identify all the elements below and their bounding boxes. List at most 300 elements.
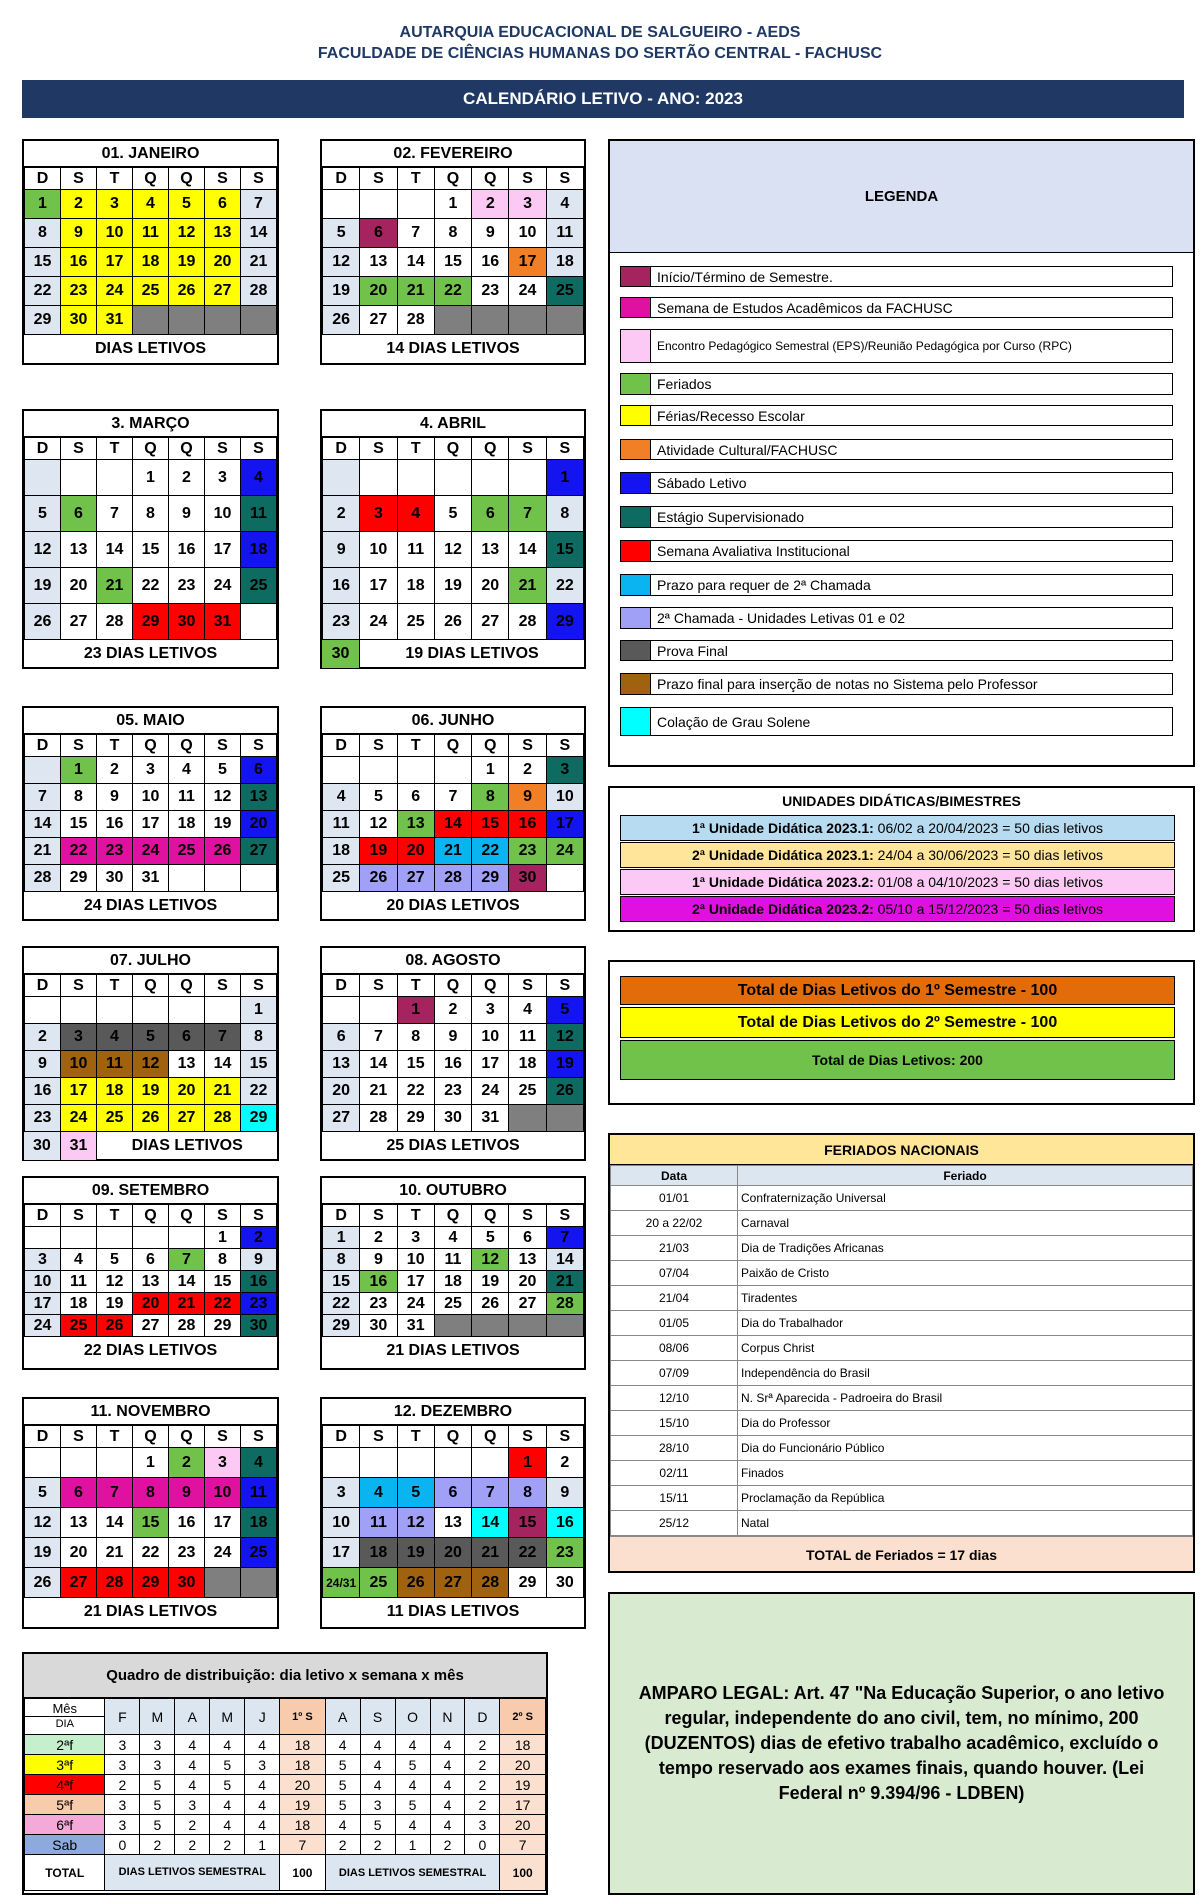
day-cell: 28 — [434, 865, 471, 892]
distribution-cell: 19 — [500, 1775, 546, 1795]
unit-label: 2ª Unidade Didática 2023.1: — [691, 847, 874, 863]
holiday-date: 21/04 — [611, 1286, 738, 1311]
weekday-header: Q — [133, 1205, 169, 1227]
day-cell: 27 — [61, 604, 97, 640]
distribution-cell: 4 — [175, 1755, 210, 1775]
weekday-header: S — [61, 975, 97, 997]
day-cell: 2 — [546, 1448, 583, 1478]
day-cell — [25, 757, 61, 784]
distribution-col-header: N — [430, 1699, 465, 1735]
day-cell: 1 — [434, 190, 471, 219]
day-cell: 27 — [509, 1293, 546, 1315]
day-cell: 28 — [25, 865, 61, 892]
distribution-cell: 1 — [245, 1835, 280, 1855]
day-cell: 30 — [241, 1315, 277, 1337]
month-footer: DIAS LETIVOS — [94, 340, 207, 357]
legend-panel — [608, 139, 1195, 767]
day-cell: 22 — [434, 277, 471, 306]
holiday-row — [611, 1361, 1193, 1386]
day-cell: 20 — [360, 277, 397, 306]
holidays-total: TOTAL de Feriados = 17 dias — [610, 1536, 1193, 1573]
day-cell: 30 — [97, 865, 133, 892]
day-cell: 9 — [472, 219, 509, 248]
day-cell: 22 — [472, 838, 509, 865]
distribution-cell: 5 — [210, 1775, 245, 1795]
holiday-row — [611, 1186, 1193, 1211]
distribution-cell: 18 — [280, 1815, 326, 1835]
holiday-row — [611, 1236, 1193, 1261]
month-title: 05. MAIO — [24, 708, 277, 734]
day-cell: 26 — [472, 1293, 509, 1315]
day-cell: 23 — [509, 838, 546, 865]
day-cell: 29 — [205, 1315, 241, 1337]
day-cell: 20 — [61, 1538, 97, 1568]
month-2 — [320, 139, 586, 365]
day-cell: 31 — [397, 1315, 434, 1337]
weekday-header: S — [205, 975, 241, 997]
distribution-cell: 20 — [500, 1755, 546, 1775]
unit-row — [620, 842, 1175, 868]
weekday-header: Q — [434, 1205, 471, 1227]
day-cell: 15 — [241, 1051, 277, 1078]
weekday-header: Q — [434, 735, 471, 757]
day-cell: 28 — [546, 1293, 583, 1315]
day-cell: 1 — [472, 757, 509, 784]
day-cell: 12 — [97, 1271, 133, 1293]
day-cell: 11 — [509, 1024, 546, 1051]
weekday-header: Q — [133, 168, 169, 190]
day-cell: 27 — [241, 838, 277, 865]
day-cell: 3 — [509, 190, 546, 219]
weekday-header: D — [25, 1426, 61, 1448]
holiday-name: Finados — [738, 1461, 1193, 1486]
day-cell: 11 — [61, 1271, 97, 1293]
month-footer: 23 DIAS LETIVOS — [83, 645, 218, 662]
legend-label: Estágio Supervisionado — [657, 509, 805, 525]
day-cell: 5 — [472, 1227, 509, 1249]
day-cell: 25 — [360, 1568, 397, 1598]
day-cell — [323, 997, 360, 1024]
day-cell: 23 — [241, 1293, 277, 1315]
day-cell: 14 — [397, 248, 434, 277]
day-cell — [133, 1227, 169, 1249]
day-cell — [241, 604, 277, 640]
day-cell: 16 — [472, 248, 509, 277]
distribution-col-header: F — [105, 1699, 140, 1735]
weekday-header: S — [509, 975, 546, 997]
day-cell: 6 — [472, 496, 509, 532]
day-cell — [509, 306, 546, 335]
day-cell: 28 — [205, 1105, 241, 1132]
holiday-date: 08/06 — [611, 1336, 738, 1361]
weekday-label: 3ªf — [25, 1755, 105, 1775]
day-cell: 13 — [133, 1271, 169, 1293]
day-cell: 29 — [397, 1105, 434, 1132]
day-cell: 23 — [323, 604, 360, 640]
day-cell — [25, 1227, 61, 1249]
day-cell: 22 — [133, 1538, 169, 1568]
day-cell: 21 — [241, 248, 277, 277]
day-cell: 29 — [546, 604, 583, 640]
day-cell — [61, 1227, 97, 1249]
day-cell: 18 — [241, 1508, 277, 1538]
legend-swatch — [621, 708, 651, 735]
day-cell: 9 — [61, 219, 97, 248]
month-title: 07. JULHO — [24, 948, 277, 974]
holiday-name: Paixão de Cristo — [738, 1261, 1193, 1286]
weekday-header: D — [323, 975, 360, 997]
weekday-header: S — [241, 168, 277, 190]
day-cell: 16 — [509, 811, 546, 838]
distribution-cell: 2 — [175, 1835, 210, 1855]
weekday-header: T — [397, 1426, 434, 1448]
distribution-cell: 5 — [325, 1775, 360, 1795]
holiday-name: Dia do Funcionário Público — [738, 1436, 1193, 1461]
day-cell: 8 — [205, 1249, 241, 1271]
weekday-header: S — [360, 1205, 397, 1227]
day-cell: 5 — [205, 757, 241, 784]
weekday-header: S — [205, 168, 241, 190]
faculty-name: FACULDADE DE CIÊNCIAS HUMANAS DO SERTÃO CENTRAL - FACHUSC — [317, 45, 883, 62]
day-cell: 15 — [546, 532, 583, 568]
distribution-cell: 4 — [325, 1735, 360, 1755]
legend-swatch — [621, 575, 651, 595]
month-title: 06. JUNHO — [322, 708, 584, 734]
day-cell: 6 — [61, 496, 97, 532]
weekday-header: S — [241, 438, 277, 460]
distribution-col-header: M — [140, 1699, 175, 1735]
day-cell: 21 — [360, 1078, 397, 1105]
weekday-header: S — [241, 1205, 277, 1227]
distribution-cell: 18 — [500, 1735, 546, 1755]
legend-label: Encontro Pedagógico Semestral (EPS)/Reunião Pedagógica por Curso (RPC) — [657, 339, 1072, 353]
day-cell: 1 — [205, 1227, 241, 1249]
distribution-cell: 5 — [140, 1815, 175, 1835]
distribution-cell: 5 — [140, 1775, 175, 1795]
weekday-header: T — [397, 735, 434, 757]
legal-basis-panel — [608, 1592, 1195, 1895]
legend-swatch — [621, 507, 651, 527]
day-cell: 7 — [97, 496, 133, 532]
distribution-cell: 4 — [430, 1735, 465, 1755]
weekday-header: S — [205, 438, 241, 460]
distribution-cell: 3 — [140, 1735, 175, 1755]
unit-row — [620, 869, 1175, 895]
day-cell: 8 — [25, 219, 61, 248]
day-cell: 10 — [61, 1051, 97, 1078]
distribution-row — [25, 1735, 546, 1755]
day-cell: 20 — [133, 1293, 169, 1315]
month-7 — [22, 946, 279, 1161]
day-cell: 21 — [169, 1293, 205, 1315]
day-cell: 10 — [397, 1249, 434, 1271]
weekday-header: S — [241, 975, 277, 997]
day-cell: 2 — [472, 190, 509, 219]
distribution-col-header: A — [175, 1699, 210, 1735]
day-cell: 8 — [133, 1478, 169, 1508]
day-cell: 19 — [25, 1538, 61, 1568]
day-cell: 24 — [97, 277, 133, 306]
month-title: 10. OUTUBRO — [322, 1178, 584, 1204]
weekday-header: D — [25, 735, 61, 757]
legend-label: 2ª Chamada - Unidades Letivas 01 e 02 — [657, 610, 906, 626]
holiday-row — [611, 1511, 1193, 1536]
day-cell — [323, 460, 360, 496]
day-cell: 14 — [509, 532, 546, 568]
day-cell: 14 — [205, 1051, 241, 1078]
day-cell: 26 — [133, 1105, 169, 1132]
weekday-header: Q — [169, 975, 205, 997]
day-cell: 25 — [241, 1538, 277, 1568]
day-cell: 16 — [25, 1078, 61, 1105]
day-cell: 12 — [205, 784, 241, 811]
day-cell: 8 — [241, 1024, 277, 1051]
day-cell — [205, 306, 241, 335]
legend-swatch — [621, 674, 651, 694]
distribution-cell: 2 — [465, 1755, 500, 1775]
distribution-cell: 5 — [140, 1795, 175, 1815]
legend-swatch — [621, 641, 651, 660]
institution-name: AUTARQUIA EDUCACIONAL DE SALGUEIRO - AEDS — [399, 24, 801, 41]
holiday-date: 01/05 — [611, 1311, 738, 1336]
weekday-header: S — [360, 438, 397, 460]
day-cell — [133, 997, 169, 1024]
day-cell — [241, 306, 277, 335]
day-cell: 15 — [133, 532, 169, 568]
distribution-cell: 4 — [360, 1775, 395, 1795]
distribution-cell: 3 — [105, 1795, 140, 1815]
weekday-header: S — [509, 1205, 546, 1227]
day-cell: 1 — [509, 1448, 546, 1478]
holiday-date: 15/11 — [611, 1486, 738, 1511]
weekday-header: S — [205, 1205, 241, 1227]
day-cell: 8 — [397, 1024, 434, 1051]
day-cell — [241, 1568, 277, 1598]
legend-item — [620, 540, 1173, 562]
day-cell: 18 — [509, 1051, 546, 1078]
day-cell: 17 — [133, 811, 169, 838]
weekday-header: Q — [133, 438, 169, 460]
day-cell: 10 — [25, 1271, 61, 1293]
total-sem1: Total de Dias Letivos do 1º Semestre - 100 — [620, 976, 1175, 1005]
day-cell: 8 — [472, 784, 509, 811]
weekday-header: S — [61, 168, 97, 190]
day-cell: 19 — [97, 1293, 133, 1315]
day-cell: 7 — [509, 496, 546, 532]
day-cell: 30 — [169, 604, 205, 640]
weekday-header: S — [546, 975, 583, 997]
day-cell: 2 — [434, 997, 471, 1024]
month-footer: 21 DIAS LETIVOS — [386, 1342, 520, 1359]
day-cell — [360, 757, 397, 784]
day-cell — [61, 460, 97, 496]
distribution-cell: 1 — [395, 1835, 430, 1855]
weekday-header: Q — [434, 975, 471, 997]
day-cell — [61, 1448, 97, 1478]
day-cell: 16 — [360, 1271, 397, 1293]
legend-label: Prova Final — [657, 642, 728, 659]
day-cell — [169, 997, 205, 1024]
day-cell: 24/31 — [323, 1568, 360, 1598]
weekday-header: Q — [169, 1426, 205, 1448]
day-cell: 12 — [397, 1508, 434, 1538]
weekday-header: T — [397, 438, 434, 460]
day-cell: 4 — [546, 190, 583, 219]
day-cell: 2 — [509, 757, 546, 784]
day-cell: 26 — [434, 604, 471, 640]
day-cell: 9 — [360, 1249, 397, 1271]
month-footer-row — [322, 335, 584, 363]
day-cell: 27 — [133, 1315, 169, 1337]
day-cell: 25 — [61, 1315, 97, 1337]
day-cell: 23 — [97, 838, 133, 865]
holiday-row — [611, 1386, 1193, 1411]
month-8 — [320, 946, 586, 1161]
holiday-date: 15/10 — [611, 1411, 738, 1436]
weekday-header: Q — [472, 438, 509, 460]
distribution-row — [25, 1835, 546, 1855]
day-cell: 5 — [97, 1249, 133, 1271]
day-cell: 21 — [509, 568, 546, 604]
distribution-cell: 3 — [245, 1755, 280, 1775]
holidays-panel — [608, 1133, 1195, 1573]
day-cell: 24 — [509, 277, 546, 306]
day-cell: 1 — [241, 997, 277, 1024]
day-cell: 6 — [360, 219, 397, 248]
distribution-cell: 2 — [105, 1775, 140, 1795]
day-cell: 14 — [97, 1508, 133, 1538]
holidays-col-name: Feriado — [738, 1166, 1193, 1186]
holiday-date: 21/03 — [611, 1236, 738, 1261]
weekday-header: D — [323, 1205, 360, 1227]
day-cell: 18 — [241, 532, 277, 568]
day-cell: 22 — [509, 1538, 546, 1568]
weekday-header: S — [61, 735, 97, 757]
legend-label: Semana de Estudos Acadêmicos da FACHUSC — [657, 299, 953, 316]
month-footer-row — [322, 640, 584, 668]
day-cell — [397, 757, 434, 784]
day-cell: 11 — [397, 532, 434, 568]
day-cell: 23 — [61, 277, 97, 306]
distribution-total-label: TOTAL — [25, 1855, 105, 1891]
day-cell: 4 — [360, 1478, 397, 1508]
day-cell: 22 — [61, 838, 97, 865]
legend-item — [620, 506, 1173, 528]
day-label: DIA — [25, 1716, 104, 1732]
distribution-col-header: A — [325, 1699, 360, 1735]
day-cell: 14 — [241, 219, 277, 248]
day-cell: 11 — [434, 1249, 471, 1271]
weekday-header: T — [397, 168, 434, 190]
distribution-cell: 3 — [465, 1815, 500, 1835]
month-footer: 14 DIAS LETIVOS — [386, 340, 520, 357]
day-cell: 9 — [323, 532, 360, 568]
distribution-cell: 2 — [140, 1835, 175, 1855]
day-cell: 3 — [360, 496, 397, 532]
weekday-header: T — [97, 735, 133, 757]
day-cell: 29 — [61, 865, 97, 892]
day-cell: 1 — [133, 1448, 169, 1478]
day-cell: 8 — [61, 784, 97, 811]
day-cell: 10 — [97, 219, 133, 248]
legend-label: Atividade Cultural/FACHUSC — [657, 441, 838, 458]
day-cell: 20 — [434, 1538, 471, 1568]
day-cell: 17 — [360, 568, 397, 604]
legend-item — [620, 640, 1173, 661]
day-cell: 26 — [169, 277, 205, 306]
weekday-header: S — [360, 168, 397, 190]
day-cell: 21 — [25, 838, 61, 865]
month-title: 01. JANEIRO — [24, 141, 277, 167]
day-cell — [434, 1315, 471, 1337]
day-cell: 11 — [169, 784, 205, 811]
distribution-cell: 2 — [325, 1835, 360, 1855]
day-cell: 30 — [24, 1132, 61, 1160]
day-cell: 3 — [323, 1478, 360, 1508]
day-cell: 10 — [360, 532, 397, 568]
distribution-sem1-label: DIAS LETIVOS SEMESTRAL — [105, 1855, 280, 1891]
holiday-row — [611, 1411, 1193, 1436]
weekday-header: Q — [472, 735, 509, 757]
day-cell: 24 — [472, 1078, 509, 1105]
distribution-cell: 2 — [430, 1835, 465, 1855]
day-cell: 4 — [61, 1249, 97, 1271]
day-cell: 22 — [25, 277, 61, 306]
holiday-name: Dia do Trabalhador — [738, 1311, 1193, 1336]
weekday-header: S — [360, 1426, 397, 1448]
day-cell — [509, 1315, 546, 1337]
day-cell — [509, 460, 546, 496]
unit-period: 05/10 a 15/12/2023 = 50 dias letivos — [873, 901, 1104, 917]
day-cell: 3 — [205, 1448, 241, 1478]
day-cell — [97, 1227, 133, 1249]
legend-label: Semana Avaliativa Institucional — [657, 543, 850, 559]
distribution-cell: 20 — [500, 1815, 546, 1835]
day-cell — [323, 757, 360, 784]
month-title: 08. AGOSTO — [322, 948, 584, 974]
month-12 — [320, 1397, 586, 1629]
weekday-header: D — [323, 1426, 360, 1448]
day-cell: 31 — [133, 865, 169, 892]
weekday-header: Q — [133, 735, 169, 757]
day-cell: 13 — [61, 532, 97, 568]
weekday-label: Sab — [25, 1835, 105, 1855]
month-1 — [22, 139, 279, 365]
distribution-title: Quadro de distribuição: dia letivo x semana x mês — [24, 1654, 546, 1698]
day-cell: 18 — [323, 838, 360, 865]
legend-item — [620, 439, 1173, 460]
day-cell: 30 — [169, 1568, 205, 1598]
month-label: Mês — [52, 1701, 78, 1716]
day-cell: 8 — [546, 496, 583, 532]
distribution-col-header: 1º S — [280, 1699, 326, 1735]
distribution-cell: 4 — [210, 1815, 245, 1835]
day-cell — [472, 1448, 509, 1478]
month-footer-row — [24, 892, 277, 920]
day-cell: 16 — [169, 1508, 205, 1538]
day-cell: 2 — [360, 1227, 397, 1249]
day-cell: 19 — [546, 1051, 583, 1078]
day-cell: 10 — [133, 784, 169, 811]
day-cell: 1 — [546, 460, 583, 496]
month-footer-row — [24, 1337, 277, 1365]
month-title: 02. FEVEREIRO — [322, 141, 584, 167]
day-cell: 1 — [61, 757, 97, 784]
day-cell: 5 — [169, 190, 205, 219]
day-cell: 20 — [169, 1078, 205, 1105]
day-cell: 20 — [397, 838, 434, 865]
day-cell: 15 — [25, 248, 61, 277]
